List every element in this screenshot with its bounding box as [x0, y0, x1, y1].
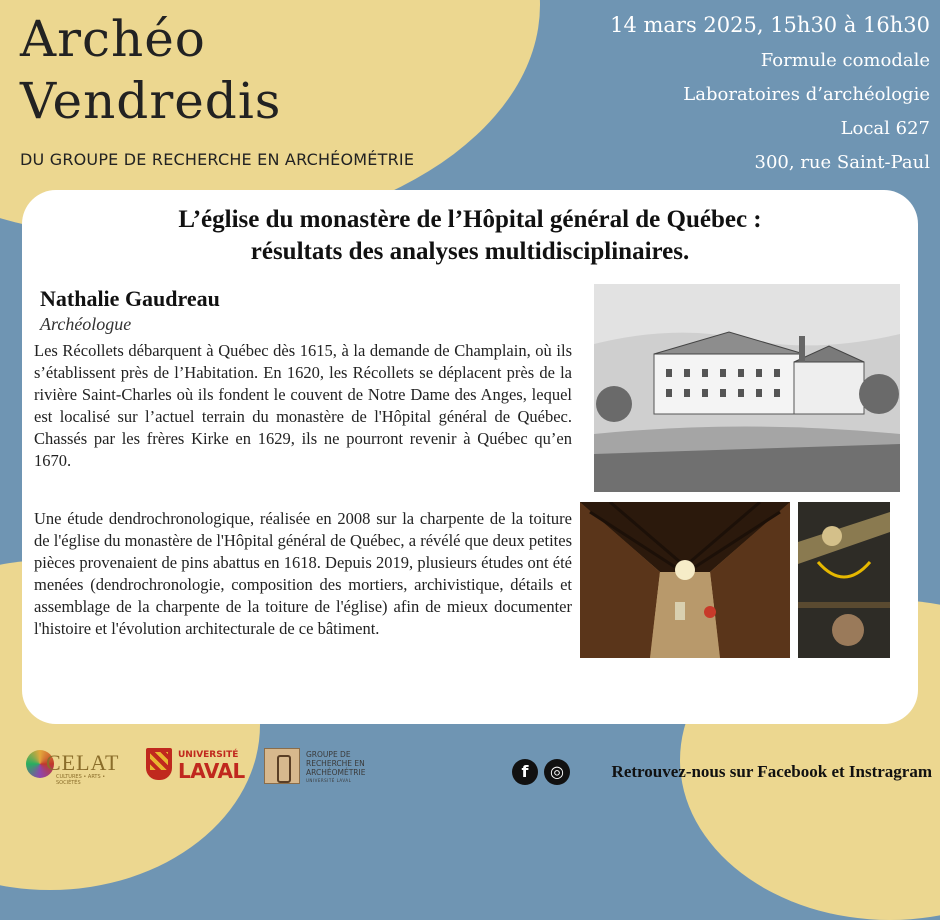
gra-logo-text: GROUPE DE RECHERCHE EN ARCHÉOMÉTRIE [306, 750, 366, 777]
event-place: Laboratoires d’archéologie [683, 84, 930, 105]
event-info [610, 10, 930, 180]
title-line-2: Vendredis [20, 72, 282, 130]
talk-title-line-2: résultats des analyses multidisciplinaires. [250, 238, 690, 265]
social-media-text: Retrouvez-nous sur Facebook et Instragram [611, 762, 932, 781]
celat-logo-subtext: CULTURES • ARTS • SOCIÉTÉS [56, 774, 106, 786]
event-date: 14 mars 2025, 15h30 à 16h30 [610, 13, 930, 37]
microscope-icon [264, 748, 300, 784]
laval-logo-name: LAVAL [178, 759, 245, 783]
speaker-name: Nathalie Gaudreau [40, 286, 220, 311]
laval-shield-icon [146, 748, 172, 780]
talk-card [22, 190, 918, 724]
event-room: Local 627 [840, 118, 930, 139]
attic-survey-image [798, 502, 890, 658]
event-address: 300, rue Saint-Paul [754, 152, 930, 173]
abstract-paragraph-1: Les Récollets débarquent à Québec dès 1615, à la demande de Champlain, où ils s’établissent près de l’Habitation. En 1620, les Récollets se déplacent près de la rivière Saint-Charles où ils fondent le couvent de Notre Dame des Anges, lequel est localisé sur l’actuel terrain du monastère de l'Hôpital général de Québec. Chassés par les frères Kirke en 1629, ils ne pourront revenir à Québec qu’en 1670. [34, 341, 572, 470]
abstract-paragraph-2: Une étude dendrochronologique, réalisée en 2008 sur la charpente de la toiture de l'église du monastère de l'Hôpital général de Québec, a révélé que deux petites pièces provenaient de pins abattus en 1618. Depuis 2019, plusieurs études ont été menées (dendrochronologie, composition des mortiers, archivistique, détails et assemblage de la charpente de la toiture de l'église) afin de mieux documenter l'histoire et l'évolution architecturale de ce bâtiment. [34, 509, 572, 638]
talk-title-line-1: L’église du monastère de l’Hôpital général de Québec : [178, 206, 762, 233]
facebook-icon[interactable]: f [512, 759, 538, 785]
page-title [20, 8, 281, 132]
speaker-role: Archéologue [40, 314, 132, 334]
celat-logo [26, 748, 126, 786]
celat-logo-text: CELAT [46, 750, 120, 775]
page-subtitle: DU GROUPE DE RECHERCHE EN ARCHÉOMÉTRIE [20, 150, 415, 169]
attic-roof-framework-image [580, 502, 790, 658]
gra-logo-subtext: UNIVERSITÉ LAVAL [306, 778, 352, 783]
groupe-archeometrie-logo [264, 748, 384, 786]
talk-title [62, 204, 878, 268]
laval-logo-top: UNIVERSITÉ [178, 750, 239, 760]
event-format: Formule comodale [760, 50, 930, 71]
monastery-engraving-image [594, 284, 900, 492]
universite-laval-logo [146, 748, 246, 782]
title-line-1: Archéo [20, 10, 206, 68]
instagram-icon[interactable]: ◎ [544, 759, 570, 785]
